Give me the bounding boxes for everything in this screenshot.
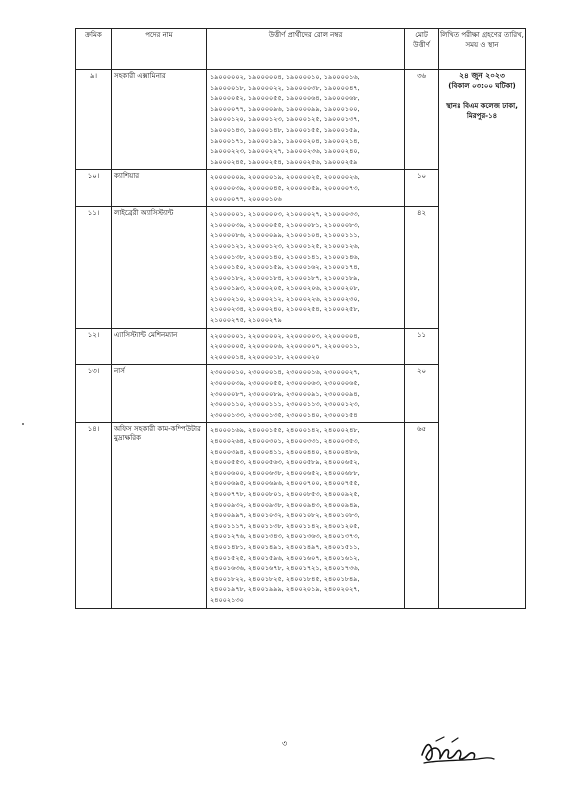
roll-number-line: ২৪০০২১৩০ — [210, 595, 244, 604]
roll-number-line: ১৯০০০০৫২, ১৯০০০০৫৫, ১৯০০০০৬৪, ১৯০০০০৬৮, — [210, 94, 360, 103]
roll-number-line: ১৯০০০০১৮, ১৯০০০০২২, ১৯০০০০৩৮, ১৯০০০০৪৭, — [210, 83, 360, 92]
roll-number-line: ২৩০০০০১০, ২৩০০০০১৪, ২৩০০০০১৬, ২৩০০০০২৭, — [210, 368, 360, 377]
result-table — [75, 28, 526, 609]
roll-numbers-cell — [207, 70, 405, 170]
post-name-cell: এ্যাসিস্ট্যান্ট মেশিনম্যান — [112, 328, 207, 365]
roll-number-line: ২৩০০০১৩৩, ২৩০০০১৩৫, ২৩০০০১৪০, ২৩০০০১৫৪ — [210, 410, 358, 419]
header-rolls: উত্তীর্ণ প্রার্থীদের রোল নম্বর — [207, 29, 405, 70]
signature — [418, 733, 498, 771]
header-serial: ক্রমিক — [76, 29, 112, 70]
roll-number-line: ২১০০০২৩৪, ২১০০০২৪০, ২১০০০২৫৪, ২১০০০২৫৮, — [210, 305, 360, 314]
roll-number-line: ১৯০০০১২০, ১৯০০০১২৩, ১৯০০০১২৫, ১৯০০০১৩৭, — [210, 115, 360, 124]
roll-numbers-cell — [207, 170, 405, 207]
page-number: ৩ — [282, 739, 288, 748]
roll-number-line: ২৪০০০৬০০, ২৪০০০৬৩৮, ২৪০০০৬৫২, ২৪০০০৬৮৮, — [210, 468, 360, 477]
roll-number-line: ২৩০০০০৮৭, ২৩০০০০৮৯, ২৩০০০০৯১, ২৩০০০০৯৪, — [210, 389, 360, 398]
roll-numbers-cell — [207, 365, 405, 423]
roll-number-line: ২৩০০০০৩৯, ২৩০০০০৫৫, ২৩০০০০৬৩, ২৩০০০০৬৫, — [210, 379, 360, 388]
roll-number-line: ২৪০০১৬৩৬, ২৪০০১৬৭৮, ২৪০০১৭২১, ২৪০০১৭৩৬, — [210, 564, 360, 573]
roll-number-line: ১৯০০০০০২, ১৯০০০০০৪, ১৯০০০০১০, ১৯০০০০১৬, — [210, 73, 360, 81]
roll-number-line: ২১০০০১৯৩, ২১০০০২০৫, ২১০০০২০৬, ২১০০০২০৮, — [210, 284, 360, 293]
roll-number-line: ২৪০০১৪৮১, ২৪০০১৪৯১, ২৪০০১৪৯৭, ২৪০০১৫১১, — [210, 542, 360, 551]
header-exam: লিখিত পরীক্ষা গ্রহণের তারিখ, সময় ও স্থান — [439, 29, 526, 70]
roll-number-line: ১৯০০০২২৩, ১৯০০০২২৭, ১৯০০০২৩৬, ১৯০০০২৪০, — [210, 147, 360, 156]
post-name-cell: সহকারী এক্সামিনার — [112, 70, 207, 170]
roll-number-line: ২১০০০১৫০, ২১০০০১৫৯, ২১০০০১৬২, ২১০০০১৭৪, — [210, 263, 360, 272]
serial-cell: ১২। — [76, 328, 112, 365]
serial-cell: ৯। — [76, 70, 112, 170]
header-total: মোট উত্তীর্ণ — [405, 29, 439, 70]
exam-time: (বিকাল ০৩:০০ ঘটিকা) — [448, 82, 516, 90]
total-passed-cell: ২০ — [405, 365, 439, 423]
roll-number-line: ১৯০০০১৭১, ১৯০০০১৯১, ১৯০০০২০৪, ১৯০০০২১৪, — [210, 136, 360, 145]
roll-number-line: ২১০০০০৮৬, ২১০০০০৯৯, ২১০০০১০৪, ২১০০০১১১, — [210, 231, 360, 240]
post-name-cell: লাইব্রেরী অ্যাসিস্ট্যান্ট — [112, 207, 207, 329]
roll-numbers-cell — [207, 328, 405, 365]
roll-number-line: ২১০০০২৭৫, ২১০০০২৭৯ — [210, 316, 282, 325]
roll-number-line: ২০০০০০০৯, ২০০০০০১৯, ২০০০০০২৫, ২০০০০০২৬, — [210, 173, 360, 182]
roll-number-line: ২৪০০০২৬৪, ২৪০০০৩০১, ২৪০০০৩৩১, ২৪০০০৩৫৩, — [210, 437, 360, 445]
roll-number-line: ২২০০০০১৪, ২২০০০০১৮, ২২০০০০২০ — [210, 352, 320, 361]
total-passed-cell: ৩৬ — [405, 70, 439, 170]
post-name-cell: ক্যাশিয়ার — [112, 170, 207, 207]
serial-cell: ১৩। — [76, 365, 112, 423]
serial-cell: ১৪। — [76, 423, 112, 608]
roll-number-line: ২১০০০০০১, ২১০০০০০৩, ২১০০০০২৭, ২১০০০০৩৩, — [210, 210, 360, 219]
exam-venue: স্থানঃ বিএম কলেজ ঢাকা, মিরপুর-১৪ — [446, 102, 518, 120]
roll-number-line: ২৪০০০৯৯৭, ২৪০০১০৩২, ২৪০০১০৮২, ২৪০০১০৮৩, — [210, 511, 360, 520]
roll-numbers-cell — [207, 207, 405, 329]
total-passed-cell: ৪২ — [405, 207, 439, 329]
roll-number-line: ২৪০০০১৬৯, ২৪০০০১৫৫, ২৪০০০১৪২, ২৪০০০২৪৮, — [210, 426, 360, 435]
roll-number-line: ১৯০০০১৪৩, ১৯০০০১৪৮, ১৯০০০১৫৫, ১৯০০০১৫৯, — [210, 125, 360, 134]
post-name-cell: অফিস সহকারী কাম-কম্পিউটার মুদ্রাক্ষরিক — [112, 423, 207, 608]
serial-cell: ১১। — [76, 207, 112, 329]
total-passed-cell: ১০ — [405, 170, 439, 207]
roll-number-line: ২২০০০০০১, ২২০০০০০২, ২২০০০০০৩, ২২০০০০০৪, — [210, 331, 360, 340]
roll-number-line: ২১০০০১৩৮, ২১০০০১৪০, ২১০০০১৪১, ২১০০০১৪৬, — [210, 252, 360, 261]
scan-dot — [22, 423, 24, 425]
exam-date: ২৪ জুন ২০২৩ — [459, 71, 505, 80]
table-row — [76, 70, 526, 170]
roll-numbers-cell — [207, 423, 405, 608]
total-passed-cell: ১১ — [405, 328, 439, 365]
roll-number-line: ২১০০০০৩৯, ২১০০০০৫৫, ২১০০০০৮১, ২১০০০০৮৩, — [210, 220, 360, 229]
roll-number-line: ২০০০০০৩৯, ২০০০০০৪৫, ২০০০০০৫৯, ২০০০০০৭৩, — [210, 183, 360, 192]
roll-number-line: ২১০০০২১০, ২১০০০২১২, ২১০০০২২৬, ২১০০০২৩০, — [210, 294, 360, 303]
roll-number-line: ১৯০০০০৭৭, ১৯০০০০৯৬, ১৯০০০০৯৯, ১৯০০০১০০, — [210, 104, 360, 113]
post-name-cell: নার্স — [112, 365, 207, 423]
header-post: পদের নাম — [112, 29, 207, 70]
roll-number-line: ১৯০০০২৪৫, ১৯০০০২৫৪, ১৯০০০২৫৬, ১৯০০০২৫৯ — [210, 157, 358, 166]
roll-number-line: ২৪০০১২৭৬, ২৪০০১৩৪৩, ২৪০০১৩৬৩, ২৪০০১৩৭৩, — [210, 532, 360, 541]
roll-number-line: ২২০০০০০৫, ২২০০০০০৬, ২২০০০০০৭, ২২০০০০১১, — [210, 342, 360, 351]
exam-info-cell — [439, 70, 526, 609]
roll-number-line: ২৪০০০৩৯৪, ২৪০০০৪১১, ২৪০০০৪৪০, ২৪০০০৪৮৬, — [210, 447, 360, 456]
roll-number-line: ২৪০০১৯৭৮, ২৪০০১৯৯৯, ২৪০০২০১৯, ২৪০০২০২৭, — [210, 585, 360, 594]
roll-number-line: ২৪০০০৫৫৩, ২৪০০০৫৬৩, ২৪০০০৫৮৯, ২৪০০০৬৫২, — [210, 458, 360, 467]
table-header-row — [76, 29, 526, 70]
roll-number-line: ২১০০০১৮২, ২১০০০১৮৪, ২১০০০১৮৭, ২১০০০১৮৯, — [210, 273, 360, 282]
roll-number-line: ২০০০০০৭৭, ২০০০০১০৬ — [210, 194, 282, 203]
roll-number-line: ২৩০০০১১০, ২৩০০০১১১, ২৩০০০১১৩, ২৩০০০১২৩, — [210, 400, 360, 409]
roll-number-line: ২৪০০০৭৭৮, ২৪০০০৮০১, ২৪০০০৮৫৩, ২৪০০০৯২৫, — [210, 489, 360, 498]
roll-number-line: ২১০০০১২১, ২১০০০১২৩, ২১০০০১২৫, ২১০০০১২৬, — [210, 241, 360, 250]
roll-number-line: ২৪০০১৫২৫, ২৪০০১৫৯৬, ২৪০০১৬০৭, ২৪০০১৬১২, — [210, 553, 360, 562]
roll-number-line: ২৪০০০৯৩২, ২৪০০০৯৩৮, ২৪০০০৯৪৩, ২৪০০০৯৪৯, — [210, 500, 360, 509]
roll-number-line: ২৪০০১১১৭, ২৪০০১১৩৮, ২৪০০১১৪২, ২৪০০১২০৫, — [210, 521, 360, 530]
roll-number-line: ২৪০০০৬৯৫, ২৪০০০৬৯৬, ২৪০০০৭০০, ২৪০০০৭৫৫, — [210, 479, 360, 488]
roll-number-line: ২৪০০১৮২২, ২৪০০১৮২৫, ২৪০০১৮৪৫, ২৪০০১৮৪৯, — [210, 574, 360, 583]
total-passed-cell: ৬৫ — [405, 423, 439, 608]
serial-cell: ১০। — [76, 170, 112, 207]
